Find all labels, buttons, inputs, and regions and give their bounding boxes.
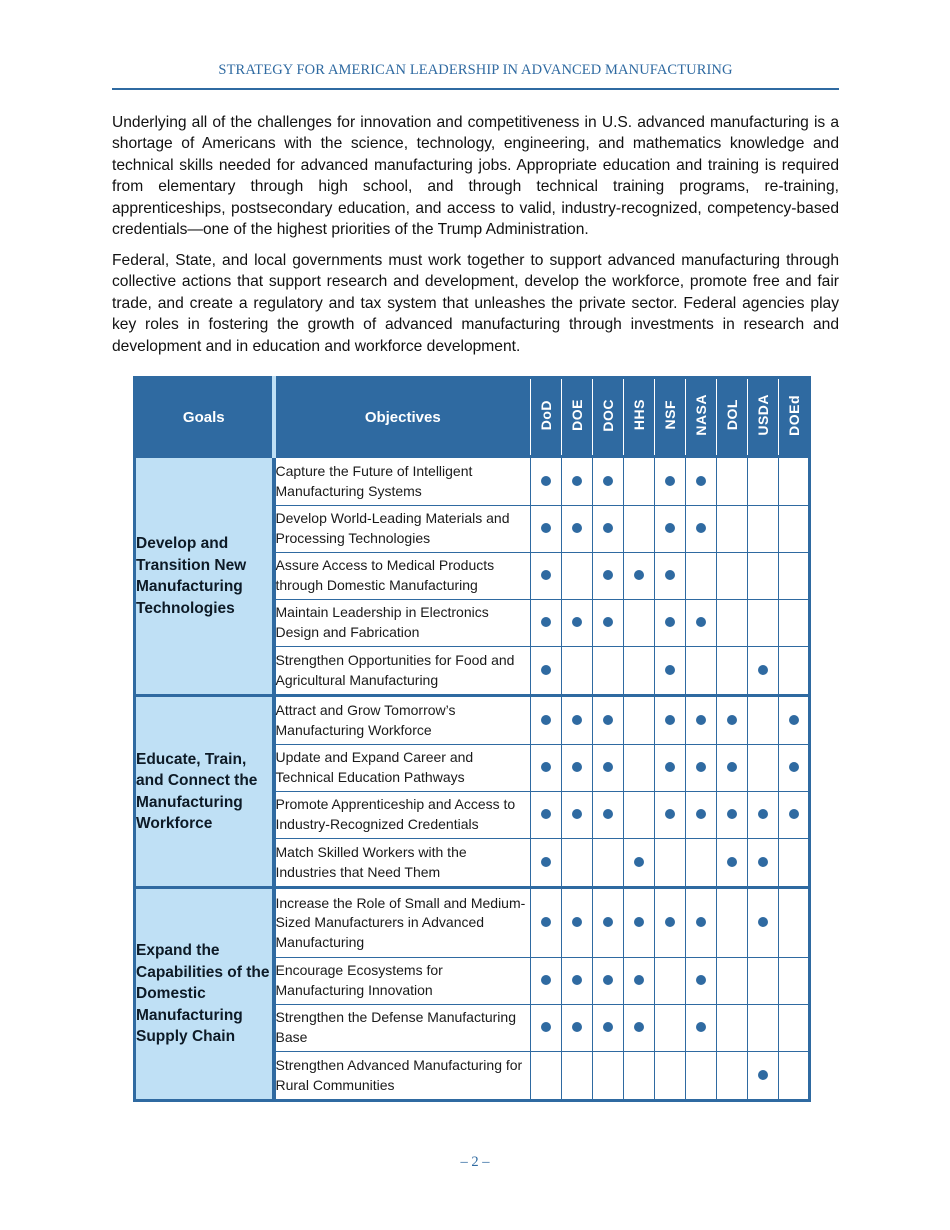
participation-dot — [665, 476, 675, 486]
agency-header-dod — [531, 378, 562, 457]
agency-label: USDA — [755, 394, 771, 436]
participation-dot — [634, 570, 644, 580]
participation-dot — [572, 523, 582, 533]
agency-header-nasa — [686, 378, 717, 457]
agency-cell-doe — [562, 553, 593, 600]
agency-cell-doed — [779, 553, 810, 600]
agency-cell-nsf — [655, 839, 686, 888]
agency-cell-nasa — [686, 745, 717, 792]
participation-dot — [696, 762, 706, 772]
agency-cell-doe — [562, 600, 593, 647]
agency-cell-hhs — [624, 839, 655, 888]
goals-agency-matrix — [133, 376, 811, 1102]
agency-cell-doed — [779, 958, 810, 1005]
participation-dot — [603, 617, 613, 627]
agency-cell-nasa — [686, 457, 717, 506]
agency-cell-nasa — [686, 839, 717, 888]
agency-cell-doc — [593, 958, 624, 1005]
participation-dot — [696, 1022, 706, 1032]
agency-cell-hhs — [624, 553, 655, 600]
objective-cell: Maintain Leadership in Electronics Design and Fabrication — [274, 600, 531, 647]
participation-dot — [572, 1022, 582, 1032]
agency-cell-nasa — [686, 600, 717, 647]
participation-dot — [572, 975, 582, 985]
participation-dot — [634, 917, 644, 927]
agency-cell-usda — [748, 792, 779, 839]
agency-cell-doed — [779, 696, 810, 745]
agency-cell-dol — [717, 888, 748, 958]
agency-cell-doed — [779, 457, 810, 506]
agency-cell-doc — [593, 1005, 624, 1052]
agency-header-doe — [562, 378, 593, 457]
agency-cell-dol — [717, 600, 748, 647]
agency-cell-dol — [717, 1052, 748, 1101]
agency-cell-nsf — [655, 506, 686, 553]
agency-cell-doed — [779, 506, 810, 553]
agency-cell-doed — [779, 888, 810, 958]
participation-dot — [665, 762, 675, 772]
participation-dot — [603, 975, 613, 985]
participation-dot — [541, 975, 551, 985]
agency-cell-nasa — [686, 958, 717, 1005]
participation-dot — [541, 617, 551, 627]
agency-cell-doc — [593, 457, 624, 506]
agency-cell-dol — [717, 958, 748, 1005]
participation-dot — [603, 917, 613, 927]
table-row — [135, 457, 810, 506]
participation-dot — [758, 665, 768, 675]
participation-dot — [758, 809, 768, 819]
agency-cell-nasa — [686, 888, 717, 958]
participation-dot — [665, 665, 675, 675]
agency-cell-doc — [593, 792, 624, 839]
objective-cell: Update and Expand Career and Technical Education Pathways — [274, 745, 531, 792]
agency-cell-dod — [531, 745, 562, 792]
participation-dot — [789, 762, 799, 772]
agency-cell-dol — [717, 839, 748, 888]
agency-cell-nasa — [686, 696, 717, 745]
objective-cell: Increase the Role of Small and Medium-Sized Manufacturers in Advanced Manufacturing — [274, 888, 531, 958]
participation-dot — [634, 857, 644, 867]
participation-dot — [541, 809, 551, 819]
agency-cell-doc — [593, 696, 624, 745]
agency-header-dol — [717, 378, 748, 457]
agency-cell-doc — [593, 1052, 624, 1101]
agency-cell-hhs — [624, 647, 655, 696]
agency-cell-doe — [562, 1005, 593, 1052]
participation-dot — [696, 617, 706, 627]
agency-cell-nasa — [686, 553, 717, 600]
goal-label: Educate, Train, and Connect the Manufacturing Workforce — [135, 696, 274, 888]
participation-dot — [665, 809, 675, 819]
participation-dot — [541, 665, 551, 675]
agency-cell-dod — [531, 457, 562, 506]
agency-cell-doc — [593, 506, 624, 553]
agency-cell-usda — [748, 457, 779, 506]
agency-cell-usda — [748, 1052, 779, 1101]
agency-cell-nsf — [655, 745, 686, 792]
participation-dot — [696, 917, 706, 927]
participation-dot — [758, 857, 768, 867]
participation-dot — [541, 523, 551, 533]
participation-dot — [603, 476, 613, 486]
matrix-body — [135, 457, 810, 1101]
agency-header-hhs — [624, 378, 655, 457]
participation-dot — [541, 917, 551, 927]
paragraph-2: Federal, State, and local governments must work together to support advanced manufacturing through collective actions that support research and development, develop the workforce, promote free and fair trade, and create a regulatory and tax system that unleashes the private sector. Federal agencies play key roles in fostering the growth of advanced manufacturing through investments in research and development and in education and workforce development. — [112, 252, 839, 355]
participation-dot — [603, 1022, 613, 1032]
participation-dot — [634, 975, 644, 985]
agency-cell-hhs — [624, 745, 655, 792]
participation-dot — [572, 715, 582, 725]
agency-cell-hhs — [624, 888, 655, 958]
objective-cell: Match Skilled Workers with the Industries that Need Them — [274, 839, 531, 888]
agency-cell-nsf — [655, 1005, 686, 1052]
agency-cell-hhs — [624, 600, 655, 647]
agency-cell-dod — [531, 696, 562, 745]
participation-dot — [603, 523, 613, 533]
agency-header-doed — [779, 378, 810, 457]
participation-dot — [541, 857, 551, 867]
agency-cell-nsf — [655, 647, 686, 696]
participation-dot — [541, 762, 551, 772]
participation-dot — [727, 857, 737, 867]
agency-cell-doed — [779, 839, 810, 888]
participation-dot — [572, 809, 582, 819]
agency-cell-nasa — [686, 506, 717, 553]
agency-cell-doe — [562, 506, 593, 553]
agency-cell-doed — [779, 1052, 810, 1101]
agency-cell-usda — [748, 958, 779, 1005]
agency-cell-dod — [531, 647, 562, 696]
agency-cell-doe — [562, 647, 593, 696]
participation-dot — [541, 1022, 551, 1032]
participation-dot — [696, 523, 706, 533]
objectives-column-header: Objectives — [274, 378, 531, 457]
agency-cell-doe — [562, 792, 593, 839]
agency-label: NSF — [662, 400, 678, 430]
participation-dot — [665, 570, 675, 580]
agency-cell-nsf — [655, 1052, 686, 1101]
agency-cell-dol — [717, 745, 748, 792]
objective-cell: Promote Apprenticeship and Access to Industry-Recognized Credentials — [274, 792, 531, 839]
participation-dot — [603, 809, 613, 819]
agency-cell-usda — [748, 506, 779, 553]
objective-cell: Assure Access to Medical Products through Domestic Manufacturing — [274, 553, 531, 600]
agency-cell-dod — [531, 600, 562, 647]
agency-cell-dol — [717, 457, 748, 506]
paragraph-1: Underlying all of the challenges for innovation and competitiveness in U.S. advanced manufacturing is a shortage of Americans with the science, technology, engineering, and mathematics knowledge and technical skills needed for advanced manufacturing jobs. Appropriate education and training is required from elementary through high school, and through technical training programs, re-training, apprenticeships, postsecondary education, and access to valid, industry-recognized, competency-based credentials—one of the highest priorities of the Trump Administration. — [112, 114, 839, 239]
agency-cell-nasa — [686, 1052, 717, 1101]
objective-cell: Strengthen the Defense Manufacturing Base — [274, 1005, 531, 1052]
agency-cell-hhs — [624, 457, 655, 506]
agency-cell-doed — [779, 600, 810, 647]
agency-cell-usda — [748, 647, 779, 696]
running-header: STRATEGY FOR AMERICAN LEADERSHIP IN ADVANCED MANUFACTURING — [218, 62, 733, 78]
agency-cell-doe — [562, 958, 593, 1005]
agency-cell-usda — [748, 696, 779, 745]
agency-label: DOE — [569, 399, 585, 431]
participation-dot — [696, 476, 706, 486]
agency-cell-hhs — [624, 696, 655, 745]
agency-cell-usda — [748, 888, 779, 958]
agency-cell-nsf — [655, 457, 686, 506]
participation-dot — [665, 617, 675, 627]
agency-cell-dol — [717, 1005, 748, 1052]
agency-cell-doe — [562, 457, 593, 506]
participation-dot — [541, 570, 551, 580]
agency-cell-dod — [531, 1005, 562, 1052]
agency-cell-dod — [531, 888, 562, 958]
agency-cell-usda — [748, 839, 779, 888]
objective-cell: Develop World-Leading Materials and Processing Technologies — [274, 506, 531, 553]
participation-dot — [665, 917, 675, 927]
agency-cell-doed — [779, 745, 810, 792]
participation-dot — [758, 1070, 768, 1080]
agency-label: DOC — [600, 398, 616, 432]
participation-dot — [572, 917, 582, 927]
participation-dot — [572, 617, 582, 627]
agency-cell-dod — [531, 839, 562, 888]
participation-dot — [696, 715, 706, 725]
participation-dot — [727, 715, 737, 725]
objective-cell: Encourage Ecosystems for Manufacturing Innovation — [274, 958, 531, 1005]
agency-cell-nasa — [686, 1005, 717, 1052]
agency-cell-nsf — [655, 888, 686, 958]
agency-cell-dol — [717, 647, 748, 696]
agency-label: DoD — [538, 399, 554, 431]
participation-dot — [572, 762, 582, 772]
agency-cell-dod — [531, 1052, 562, 1101]
goals-column-header: Goals — [135, 378, 274, 457]
agency-cell-doc — [593, 647, 624, 696]
agency-cell-doe — [562, 839, 593, 888]
agency-cell-dol — [717, 696, 748, 745]
agency-cell-hhs — [624, 1052, 655, 1101]
participation-dot — [758, 917, 768, 927]
agency-cell-dol — [717, 792, 748, 839]
participation-dot — [727, 809, 737, 819]
participation-dot — [696, 975, 706, 985]
agency-label: NASA — [693, 394, 709, 436]
agency-label: HHS — [631, 399, 647, 431]
objective-cell: Capture the Future of Intelligent Manufacturing Systems — [274, 457, 531, 506]
objective-cell: Strengthen Advanced Manufacturing for Rural Communities — [274, 1052, 531, 1101]
participation-dot — [603, 762, 613, 772]
agency-cell-nsf — [655, 696, 686, 745]
agency-cell-doe — [562, 888, 593, 958]
agency-cell-doe — [562, 745, 593, 792]
agency-cell-dod — [531, 553, 562, 600]
agency-cell-dod — [531, 792, 562, 839]
agency-cell-doe — [562, 1052, 593, 1101]
objective-cell: Strengthen Opportunities for Food and Agricultural Manufacturing — [274, 647, 531, 696]
header-rule — [112, 88, 839, 90]
agency-cell-dol — [717, 553, 748, 600]
goal-label: Expand the Capabilities of the Domestic Manufacturing Supply Chain — [135, 888, 274, 1101]
agency-cell-doed — [779, 1005, 810, 1052]
participation-dot — [665, 523, 675, 533]
participation-dot — [665, 715, 675, 725]
agency-cell-doc — [593, 600, 624, 647]
participation-dot — [541, 476, 551, 486]
participation-dot — [603, 715, 613, 725]
page-number: – 2 – — [460, 1154, 490, 1170]
agency-cell-nasa — [686, 792, 717, 839]
participation-dot — [789, 809, 799, 819]
agency-header-doc — [593, 378, 624, 457]
table-row — [135, 696, 810, 745]
goal-label: Develop and Transition New Manufacturing Technologies — [135, 457, 274, 696]
agency-cell-dol — [717, 506, 748, 553]
participation-dot — [634, 1022, 644, 1032]
agency-header-nsf — [655, 378, 686, 457]
agency-cell-dod — [531, 958, 562, 1005]
agency-header-usda — [748, 378, 779, 457]
participation-dot — [696, 809, 706, 819]
agency-cell-doed — [779, 792, 810, 839]
agency-cell-nsf — [655, 792, 686, 839]
agency-label: DOEd — [785, 394, 802, 436]
participation-dot — [572, 476, 582, 486]
agency-cell-nasa — [686, 647, 717, 696]
participation-dot — [603, 570, 613, 580]
agency-cell-doed — [779, 647, 810, 696]
agency-cell-hhs — [624, 792, 655, 839]
participation-dot — [541, 715, 551, 725]
agency-cell-nsf — [655, 600, 686, 647]
agency-label: DOL — [724, 399, 740, 431]
agency-cell-doe — [562, 696, 593, 745]
agency-cell-doc — [593, 745, 624, 792]
agency-cell-doc — [593, 553, 624, 600]
table-row — [135, 888, 810, 958]
agency-cell-hhs — [624, 1005, 655, 1052]
agency-cell-hhs — [624, 958, 655, 1005]
agency-cell-nsf — [655, 958, 686, 1005]
agency-cell-dod — [531, 506, 562, 553]
agency-cell-hhs — [624, 506, 655, 553]
participation-dot — [789, 715, 799, 725]
objective-cell: Attract and Grow Tomorrow’s Manufacturing Workforce — [274, 696, 531, 745]
agency-cell-usda — [748, 553, 779, 600]
agency-cell-usda — [748, 600, 779, 647]
agency-cell-nsf — [655, 553, 686, 600]
agency-cell-usda — [748, 745, 779, 792]
agency-cell-usda — [748, 1005, 779, 1052]
agency-cell-doc — [593, 839, 624, 888]
agency-cell-doc — [593, 888, 624, 958]
participation-dot — [727, 762, 737, 772]
